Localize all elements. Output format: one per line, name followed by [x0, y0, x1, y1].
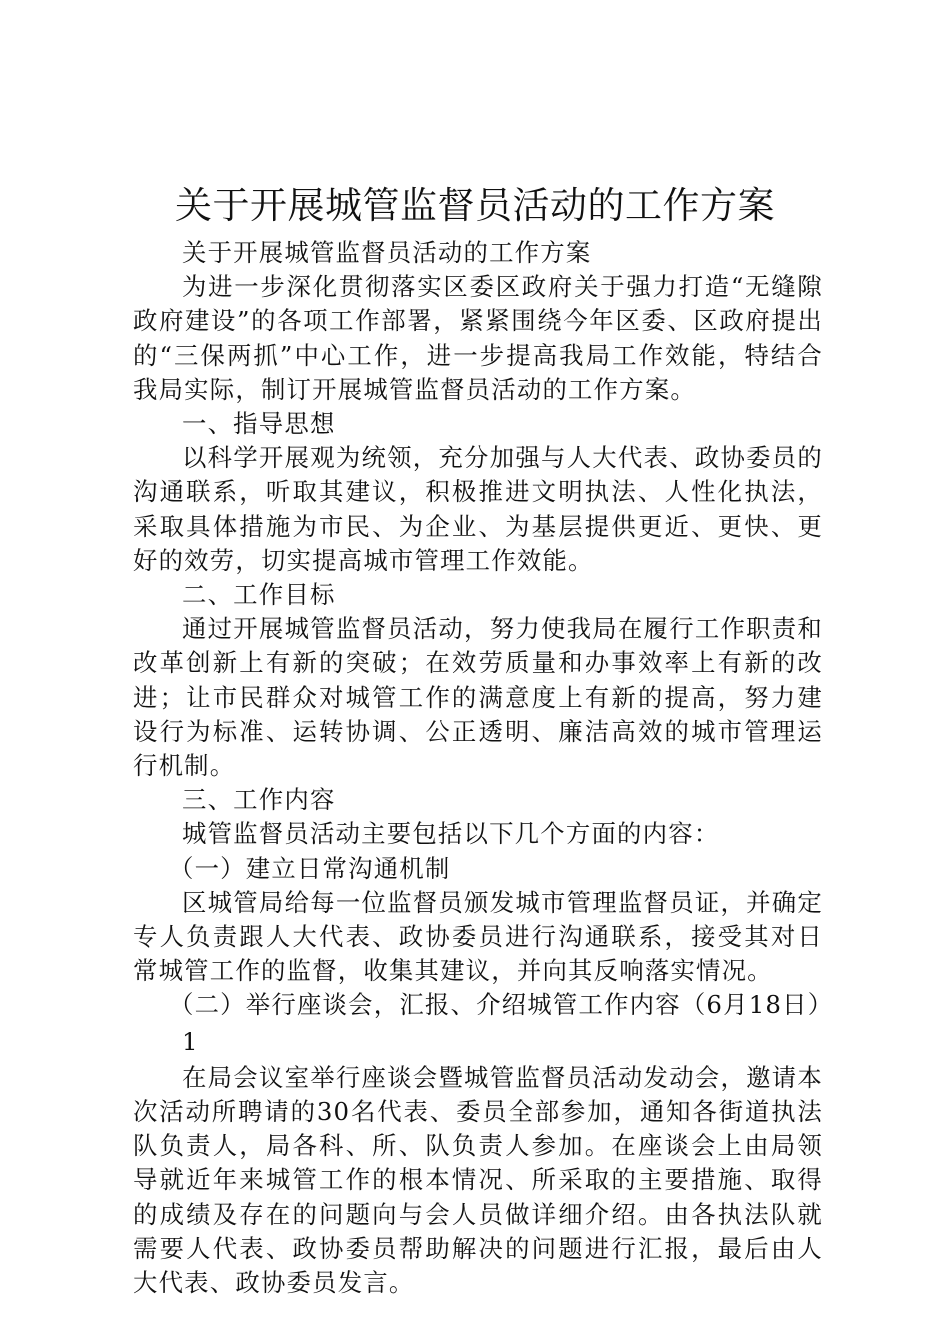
section-heading-work-content: 三、工作内容: [182, 785, 336, 815]
section-heading-work-goals: 二、工作目标: [182, 580, 336, 610]
subsection-heading-symposium: （二）举行座谈会，汇报、介绍城管工作内容（6月18日）: [169, 990, 834, 1020]
paragraph-work-goals: 通过开展城管监督员活动，努力使我局在履行工作职责和改革创新上有新的突破；在效劳质量和办事效率上有新的改进；让市民群众对城管工作的满意度上有新的提高，努力建设行为标准、运转协调、公正透明、廉洁高效的城市管理运行机制。: [133, 614, 823, 781]
paragraph-symposium: 在局会议室举行座谈会暨城管监督员活动发动会，邀请本次活动所聘请的30名代表、委员全部参加，通知各街道执法队负责人，局各科、所、队负责人参加。在座谈会上由局领导就近年来城管工作的根本情况、所采取的主要措施、取得的成绩及存在的问题向与会人员做详细介绍。由各执法队就需要人代表、政协委员帮助解决的问题进行汇报，最后由人大代表、政协委员发言。: [133, 1062, 823, 1298]
page-number: 1: [182, 1026, 199, 1056]
paragraph-intro: 为进一步深化贯彻落实区委区政府关于强力打造“无缝隙政府建设”的各项工作部署，紧紧围绕今年区委、区政府提出的“三保两抓”中心工作，进一步提高我局工作效能，特结合我局实际，制订开展城管监督员活动的工作方案。: [133, 272, 823, 404]
subsection-heading-communication: （一）建立日常沟通机制: [169, 853, 451, 883]
paragraph-communication: 区城管局给每一位监督员颁发城市管理监督员证，并确定专人负责跟人大代表、政协委员进行沟通联系，接受其对日常城管工作的监督，收集其建议，并向其反响落实情况。: [133, 887, 823, 986]
paragraph-subtitle: 关于开展城管监督员活动的工作方案: [182, 238, 592, 267]
section-heading-guiding-ideology: 一、指导思想: [182, 409, 336, 439]
paragraph-guiding-ideology: 以科学开展观为统领，充分加强与人大代表、政协委员的沟通联系，听取其建议，积极推进文明执法、人性化执法，采取具体措施为市民、为企业、为基层提供更近、更快、更好的效劳，切实提高城市管理工作效能。: [133, 443, 823, 575]
document-title: 关于开展城管监督员活动的工作方案: [175, 184, 775, 227]
document-body: [133, 236, 834, 1300]
paragraph-work-content-intro: 城管监督员活动主要包括以下几个方面的内容：: [182, 819, 720, 849]
